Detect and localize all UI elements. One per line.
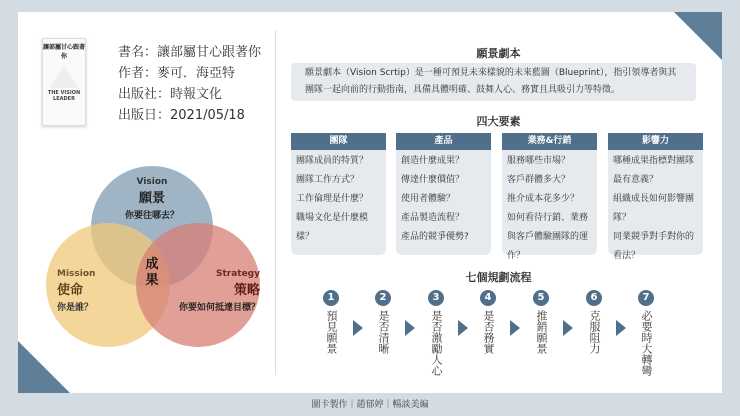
process-step — [323, 290, 339, 354]
element-item: 產品的競爭優勢? — [401, 232, 469, 242]
step-number: 1 — [323, 290, 339, 306]
mission-en: Mission — [57, 269, 96, 279]
process-title: 七個規劃流程 — [465, 271, 532, 284]
step-number: 6 — [586, 290, 602, 306]
script-title: 願景劇本 — [476, 47, 521, 60]
divider — [275, 30, 276, 375]
arrow-right-icon — [458, 320, 468, 336]
mission-question: 你是誰？ — [57, 303, 94, 313]
process-step — [638, 290, 654, 376]
element-item: 推介成本花多少？ — [507, 194, 580, 204]
arrow-right-icon — [563, 320, 573, 336]
element-header: 業務&行銷 — [502, 133, 597, 150]
vision-zh: 願景 — [138, 191, 165, 206]
element-item: 使用者體驗？ — [401, 194, 456, 204]
vision-question: 你要往哪去？ — [124, 211, 179, 221]
element-box — [396, 133, 491, 255]
elements-title: 四大要素 — [476, 115, 521, 128]
element-item: 同業競爭對手對你的看法？ — [613, 232, 695, 261]
step-number: 4 — [480, 290, 496, 306]
process-step — [375, 290, 391, 354]
strategy-en: Strategy — [215, 269, 260, 279]
element-item: 客戶群體多大？ — [507, 175, 571, 185]
element-item: 團隊成員的特質？ — [296, 156, 369, 166]
element-item: 哪種成果指標對團隊最有意義？ — [613, 156, 695, 185]
step-label: 是否激勵人心 — [430, 310, 443, 376]
book-publisher: 出版社：時報文化 — [118, 87, 223, 102]
element-header: 團隊 — [291, 133, 386, 150]
element-item: 產品製造流程？ — [401, 213, 465, 223]
element-item: 組織成長如何影響團隊？ — [613, 194, 695, 223]
step-label: 是否清晰 — [377, 310, 390, 354]
element-item: 如何看待行銷、業務與客戶體驗團隊的運作？ — [507, 213, 589, 261]
venn-diagram — [30, 165, 270, 355]
book-info — [118, 42, 261, 126]
script-description: 願景劇本（Vision Scrtip）是一種可預見未來樣貌的未來藍圖（Blueprint），指引領導者與其團隊一起向前的行動指南，具備具體明確、鼓舞人心、務實且具吸引力等特徵。 — [291, 63, 696, 101]
element-box — [608, 133, 703, 261]
step-label: 是否務實 — [482, 310, 495, 354]
arrow-right-icon — [353, 320, 363, 336]
vision-label — [112, 177, 192, 221]
step-label: 推銷願景 — [535, 310, 548, 354]
element-header: 影響力 — [608, 133, 703, 150]
element-item: 工作倫理是什麼？ — [296, 194, 369, 204]
element-box — [291, 133, 386, 255]
arrow-right-icon — [616, 320, 626, 336]
element-box — [502, 133, 597, 261]
step-label: 克服阻力 — [588, 310, 601, 354]
element-item: 職場文化是什麼模樣？ — [296, 213, 369, 242]
vision-en: Vision — [136, 177, 168, 187]
strategy-question: 你要如何抵達目標？ — [178, 303, 260, 313]
book-cover — [42, 38, 86, 126]
element-item: 團隊工作方式？ — [296, 175, 360, 185]
arrow-right-icon — [405, 320, 415, 336]
step-number: 3 — [428, 290, 444, 306]
cover-title: 讓部屬甘心跟著你 — [43, 44, 86, 60]
element-header: 產品 — [396, 133, 491, 150]
mission-zh: 使命 — [57, 283, 84, 298]
book-author: 作者：麥可．海亞特 — [118, 66, 236, 81]
process-step — [533, 290, 549, 354]
book-title: 書名：讓部屬甘心跟著你 — [118, 45, 262, 60]
cover-subtitle: THE VISION LEADER — [47, 90, 81, 102]
step-number: 2 — [375, 290, 391, 306]
step-label: 必要時大轉彎 — [640, 310, 653, 376]
footer-credit: 圖卡製作｜趙郁婷｜暢談美編 — [311, 400, 429, 410]
element-item: 創造什麼成果？ — [401, 156, 465, 166]
cover-art — [50, 66, 78, 88]
book-date: 出版日：2021/05/18 — [118, 108, 245, 123]
center-label: 成果 — [145, 257, 159, 288]
element-item: 傳達什麼價值？ — [401, 175, 465, 185]
step-label: 預見願景 — [325, 310, 338, 354]
strategy-zh: 策略 — [233, 283, 260, 298]
arrow-right-icon — [510, 320, 520, 336]
mission-label — [57, 269, 95, 313]
element-item: 服務哪些市場？ — [507, 156, 571, 166]
step-number: 5 — [533, 290, 549, 306]
process-step — [586, 290, 602, 354]
process-step — [480, 290, 496, 354]
process-step — [428, 290, 444, 376]
step-number: 7 — [638, 290, 654, 306]
strategy-label — [160, 269, 260, 313]
